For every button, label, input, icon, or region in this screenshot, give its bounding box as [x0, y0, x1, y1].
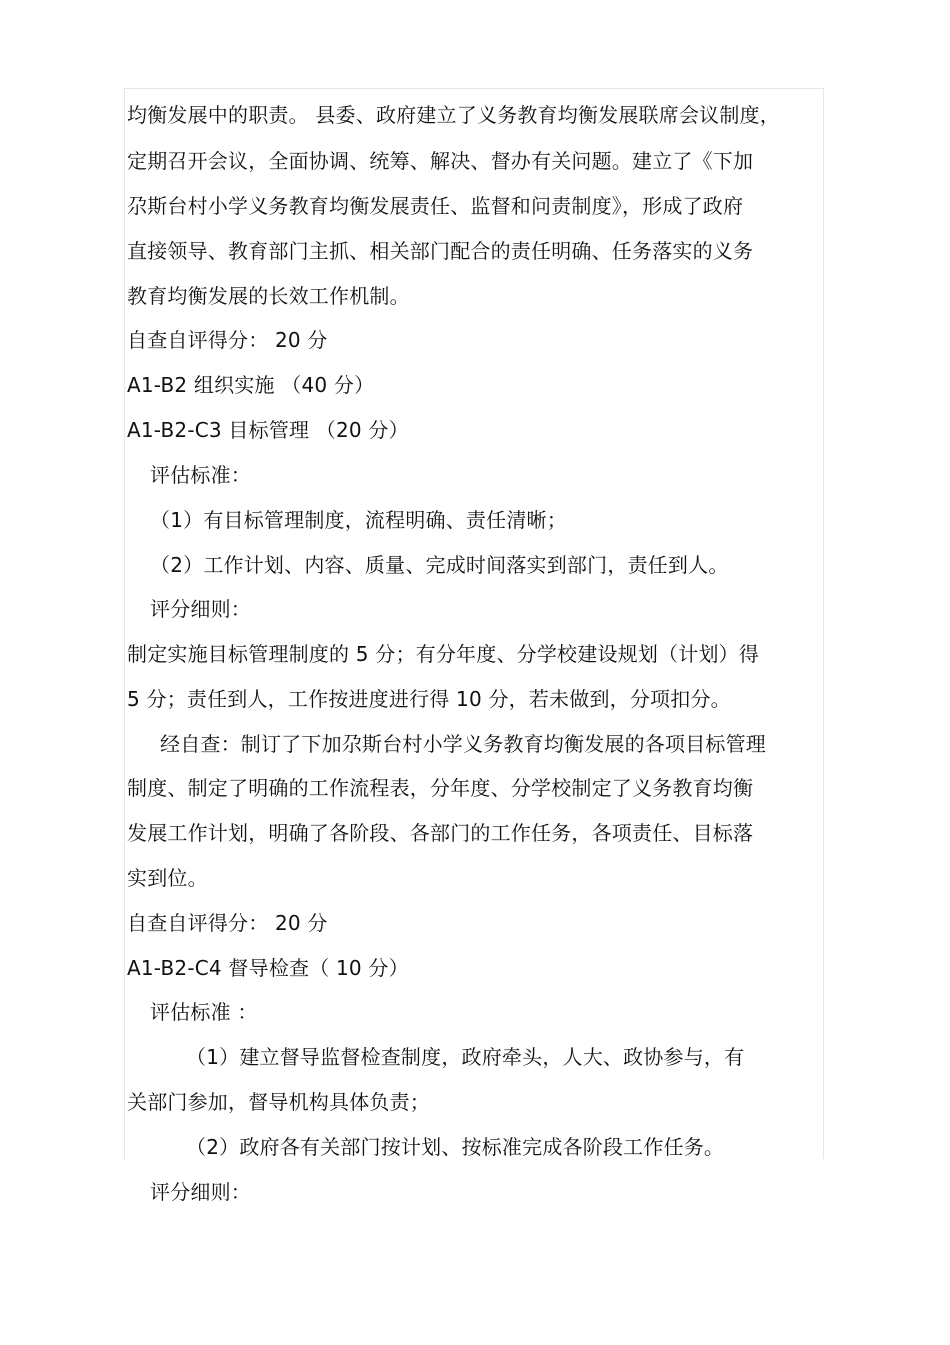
criteria-item: （2）工作计划、内容、质量、完成时间落实到部门，责任到人。 — [150, 553, 729, 577]
criteria-item: （1）有目标管理制度，流程明确、责任清晰； — [150, 508, 567, 532]
self-check-line: 发展工作计划，明确了各阶段、各部门的工作任务，各项责任、目标落 — [127, 821, 754, 845]
section-heading: A1-B2-C3 目标管理 （20 分） — [127, 418, 409, 442]
paragraph-line: 直接领导、教育部门主抓、相关部门配合的责任明确、任务落实的义务 — [127, 239, 754, 263]
section-heading: A1-B2-C4 督导检查（ 10 分） — [127, 956, 409, 980]
self-check-line: 制度、制定了明确的工作流程表，分年度、分学校制定了义务教育均衡 — [127, 776, 754, 800]
criteria-item: （1）建立督导监督检查制度，政府牵头，人大、政协参与，有 — [186, 1045, 745, 1069]
paragraph-line: 均衡发展中的职责。 县委、政府建立了义务教育均衡发展联席会议制度， — [127, 103, 780, 127]
rules-line: 5 分；责任到人，工作按进度进行得 10 分，若未做到，分项扣分。 — [127, 687, 731, 711]
paragraph-line: 教育均衡发展的长效工作机制。 — [127, 284, 410, 308]
criteria-heading: 评估标准 ： — [150, 1000, 258, 1024]
criteria-item: （2）政府各有关部门按计划、按标准完成各阶段工作任务。 — [186, 1135, 725, 1159]
criteria-heading: 评估标准： — [150, 463, 251, 487]
rules-heading: 评分细则： — [150, 597, 251, 621]
paragraph-line: 尕斯台村小学义务教育均衡发展责任、监督和问责制度》，形成了政府 — [127, 194, 744, 218]
section-heading: A1-B2 组织实施 （40 分） — [127, 373, 375, 397]
rules-heading: 评分细则： — [150, 1180, 251, 1204]
score-line: 自查自评得分： 20 分 — [127, 328, 328, 352]
self-check-line: 实到位。 — [127, 866, 208, 890]
rules-line: 制定实施目标管理制度的 5 分；有分年度、分学校建设规划（计划）得 — [127, 642, 760, 666]
score-line: 自查自评得分： 20 分 — [127, 911, 328, 935]
criteria-item: 关部门参加，督导机构具体负责； — [127, 1090, 430, 1114]
paragraph-line: 定期召开会议，全面协调、统筹、解决、督办有关问题。建立了《下加 — [127, 149, 754, 173]
self-check-line: 经自查：制订了下加尕斯台村小学义务教育均衡发展的各项目标管理 — [160, 732, 766, 756]
